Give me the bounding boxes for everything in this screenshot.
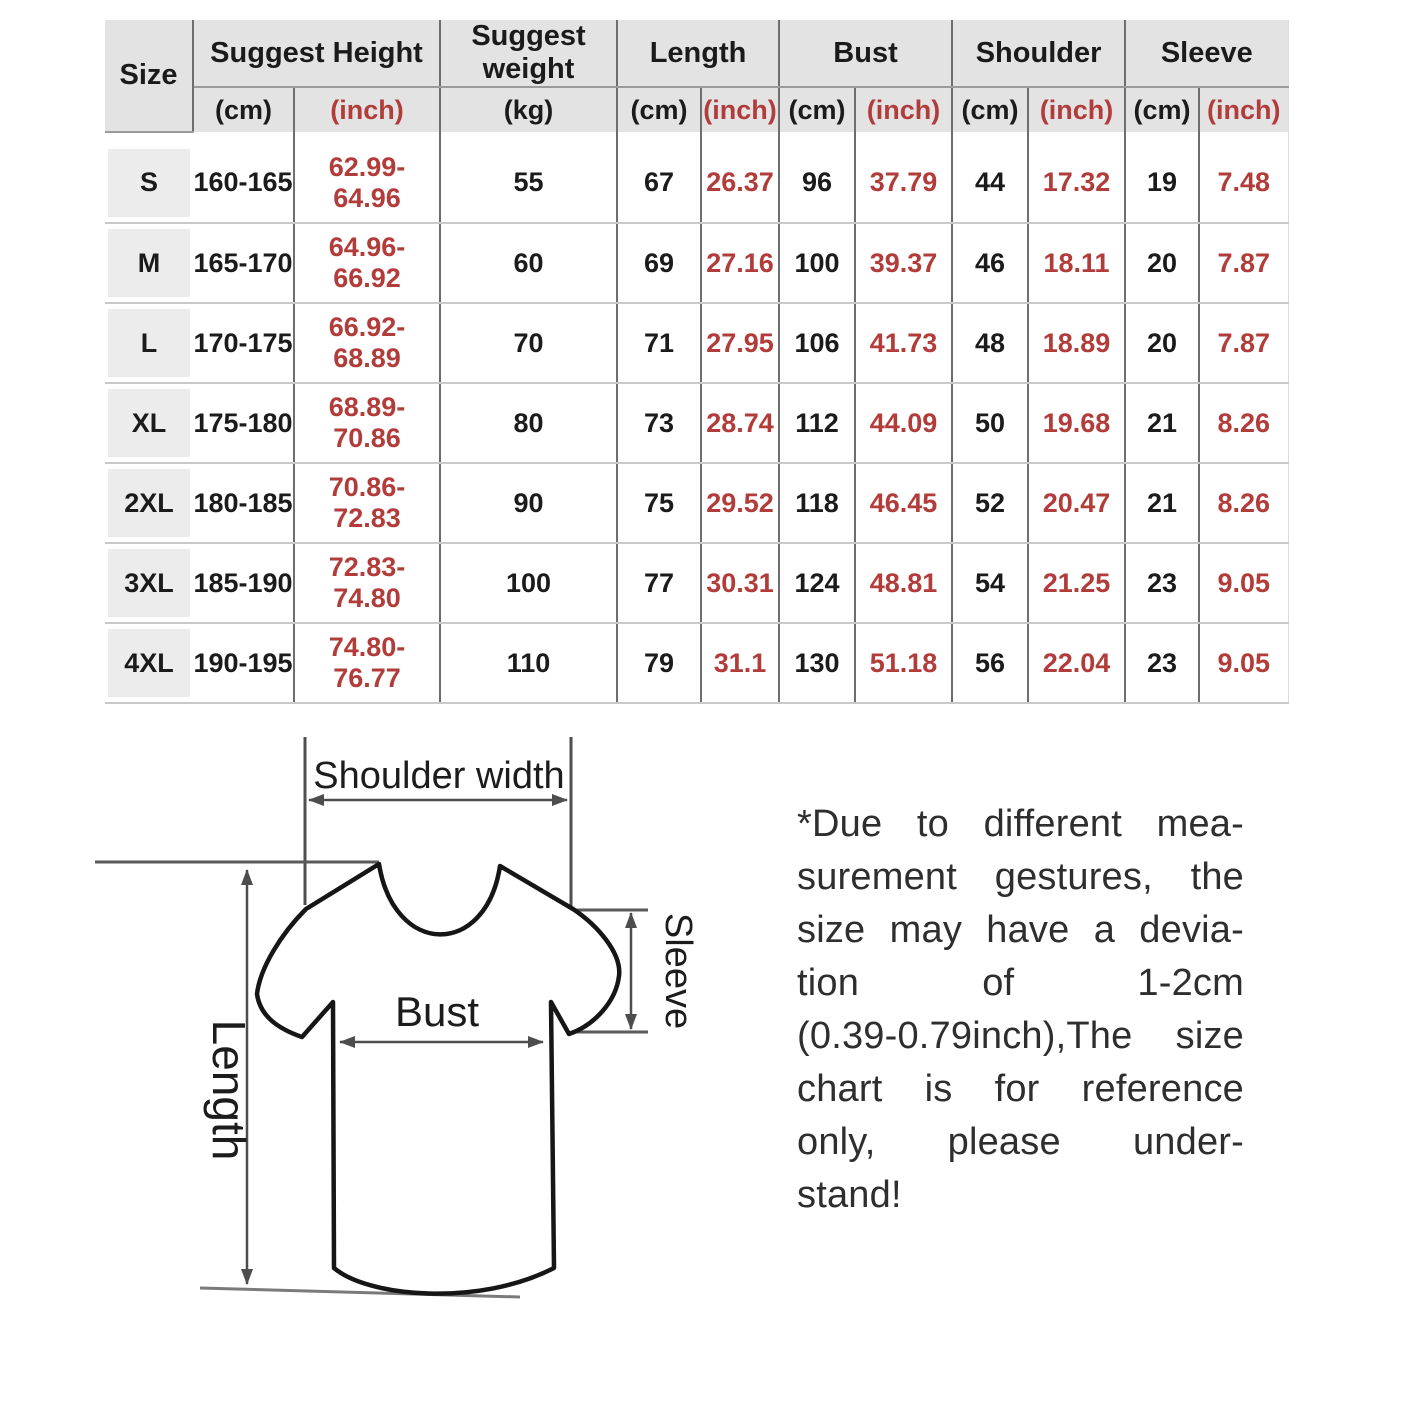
cell-bust_in: 41.73 xyxy=(855,303,952,383)
cell-height_cm: 165-170 xyxy=(193,223,294,303)
cell-sleeve_in: 8.26 xyxy=(1199,383,1288,463)
cell-weight_kg: 55 xyxy=(440,143,617,223)
cell-sleeve_cm: 21 xyxy=(1125,383,1199,463)
cell-length_cm: 79 xyxy=(617,623,701,703)
note-line: (0.39-0.79inch),The size xyxy=(797,1015,1244,1057)
cell-sleeve_cm: 23 xyxy=(1125,623,1199,703)
cell-bust_in: 51.18 xyxy=(855,623,952,703)
cell-height_in: 62.99-64.96 xyxy=(294,143,440,223)
unit-sleeve-inch: (inch) xyxy=(1199,87,1288,132)
note-line: size may have a devia- xyxy=(797,909,1244,951)
size-badge: S xyxy=(108,149,190,217)
cell-height_in: 72.83-74.80 xyxy=(294,543,440,623)
size-badge: 2XL xyxy=(108,469,190,537)
cell-shoulder_in: 18.11 xyxy=(1028,223,1125,303)
cell-length_cm: 69 xyxy=(617,223,701,303)
size-badge: 4XL xyxy=(108,629,190,697)
table-header-units xyxy=(105,87,1288,132)
cell-height_cm: 185-190 xyxy=(193,543,294,623)
note-line: chart is for reference xyxy=(797,1068,1244,1110)
cell-bust_cm: 100 xyxy=(779,223,855,303)
cell-height_cm: 190-195 xyxy=(193,623,294,703)
cell-height_in: 68.89-70.86 xyxy=(294,383,440,463)
cell-sleeve_in: 7.87 xyxy=(1199,223,1288,303)
cell-length_in: 27.95 xyxy=(701,303,779,383)
cell-bust_cm: 124 xyxy=(779,543,855,623)
cell-bust_cm: 130 xyxy=(779,623,855,703)
cell-shoulder_cm: 52 xyxy=(952,463,1028,543)
table-row xyxy=(105,623,1288,703)
col-header-suggest-height: Suggest Height xyxy=(193,20,440,87)
table-header-groups xyxy=(105,20,1288,87)
cell-size xyxy=(105,623,193,703)
table-row xyxy=(105,463,1288,543)
col-header-bust: Bust xyxy=(779,20,952,87)
gap-cell xyxy=(1199,132,1288,143)
size-badge: L xyxy=(108,309,190,377)
unit-shoulder-inch: (inch) xyxy=(1028,87,1125,132)
gap-cell xyxy=(952,132,1028,143)
gap-cell xyxy=(855,132,952,143)
cell-bust_in: 46.45 xyxy=(855,463,952,543)
cell-bust_cm: 118 xyxy=(779,463,855,543)
unit-length-cm: (cm) xyxy=(617,87,701,132)
unit-height-cm: (cm) xyxy=(193,87,294,132)
cell-length_cm: 75 xyxy=(617,463,701,543)
cell-weight_kg: 70 xyxy=(440,303,617,383)
cell-weight_kg: 110 xyxy=(440,623,617,703)
cell-height_in: 74.80-76.77 xyxy=(294,623,440,703)
cell-size xyxy=(105,383,193,463)
gap-cell xyxy=(779,132,855,143)
col-header-suggest-weight: Suggest weight xyxy=(440,20,617,87)
size-badge: M xyxy=(108,229,190,297)
sleeve-label: Sleeve xyxy=(657,912,699,1030)
gap-cell xyxy=(1125,132,1199,143)
cell-sleeve_in: 9.05 xyxy=(1199,623,1288,703)
cell-bust_cm: 96 xyxy=(779,143,855,223)
unit-length-inch: (inch) xyxy=(701,87,779,132)
measurement-note xyxy=(797,798,1244,1222)
unit-weight-kg: (kg) xyxy=(440,87,617,132)
tshirt-outline xyxy=(257,864,619,1294)
cell-bust_in: 39.37 xyxy=(855,223,952,303)
cell-weight_kg: 60 xyxy=(440,223,617,303)
table-row xyxy=(105,303,1288,383)
cell-sleeve_cm: 20 xyxy=(1125,223,1199,303)
col-header-sleeve: Sleeve xyxy=(1125,20,1288,87)
cell-sleeve_cm: 19 xyxy=(1125,143,1199,223)
cell-length_in: 31.1 xyxy=(701,623,779,703)
note-line: only, please under- xyxy=(797,1121,1244,1163)
cell-length_cm: 71 xyxy=(617,303,701,383)
cell-bust_cm: 112 xyxy=(779,383,855,463)
cell-length_cm: 77 xyxy=(617,543,701,623)
cell-sleeve_in: 7.87 xyxy=(1199,303,1288,383)
cell-length_cm: 73 xyxy=(617,383,701,463)
cell-shoulder_cm: 46 xyxy=(952,223,1028,303)
gap-cell xyxy=(440,132,617,143)
cell-shoulder_cm: 56 xyxy=(952,623,1028,703)
table-row xyxy=(105,143,1288,223)
note-line: *Due to different mea- xyxy=(797,803,1244,845)
cell-weight_kg: 90 xyxy=(440,463,617,543)
unit-bust-inch: (inch) xyxy=(855,87,952,132)
unit-bust-cm: (cm) xyxy=(779,87,855,132)
cell-length_in: 27.16 xyxy=(701,223,779,303)
tshirt-measurement-diagram xyxy=(88,712,736,1324)
cell-shoulder_in: 17.32 xyxy=(1028,143,1125,223)
cell-size xyxy=(105,543,193,623)
cell-shoulder_in: 19.68 xyxy=(1028,383,1125,463)
cell-length_in: 26.37 xyxy=(701,143,779,223)
gap-cell xyxy=(193,132,294,143)
cell-shoulder_cm: 54 xyxy=(952,543,1028,623)
cell-shoulder_cm: 44 xyxy=(952,143,1028,223)
length-label: Length xyxy=(203,1019,255,1161)
table-row xyxy=(105,223,1288,303)
cell-size xyxy=(105,223,193,303)
cell-height_in: 70.86-72.83 xyxy=(294,463,440,543)
cell-height_cm: 170-175 xyxy=(193,303,294,383)
gap-cell xyxy=(1028,132,1125,143)
note-line: tion of 1-2cm xyxy=(797,962,1244,1004)
cell-shoulder_cm: 48 xyxy=(952,303,1028,383)
size-badge: 3XL xyxy=(108,549,190,617)
cell-sleeve_cm: 23 xyxy=(1125,543,1199,623)
unit-shoulder-cm: (cm) xyxy=(952,87,1028,132)
cell-length_cm: 67 xyxy=(617,143,701,223)
col-header-size: Size xyxy=(105,20,193,132)
cell-sleeve_in: 7.48 xyxy=(1199,143,1288,223)
note-line: stand! xyxy=(797,1174,902,1216)
unit-height-inch: (inch) xyxy=(294,87,440,132)
cell-length_in: 30.31 xyxy=(701,543,779,623)
cell-weight_kg: 100 xyxy=(440,543,617,623)
cell-height_cm: 180-185 xyxy=(193,463,294,543)
cell-size xyxy=(105,303,193,383)
cell-sleeve_in: 8.26 xyxy=(1199,463,1288,543)
gap-cell xyxy=(294,132,440,143)
col-header-length: Length xyxy=(617,20,779,87)
note-line: surement gestures, the xyxy=(797,856,1244,898)
cell-length_in: 29.52 xyxy=(701,463,779,543)
cell-bust_cm: 106 xyxy=(779,303,855,383)
cell-size xyxy=(105,463,193,543)
cell-height_cm: 160-165 xyxy=(193,143,294,223)
shoulder-width-label: Shoulder width xyxy=(313,755,565,797)
cell-shoulder_in: 21.25 xyxy=(1028,543,1125,623)
table-row xyxy=(105,383,1288,463)
cell-height_in: 64.96-66.92 xyxy=(294,223,440,303)
cell-shoulder_in: 18.89 xyxy=(1028,303,1125,383)
cell-shoulder_cm: 50 xyxy=(952,383,1028,463)
cell-shoulder_in: 20.47 xyxy=(1028,463,1125,543)
size-badge: XL xyxy=(108,389,190,457)
cell-bust_in: 48.81 xyxy=(855,543,952,623)
cell-sleeve_cm: 20 xyxy=(1125,303,1199,383)
unit-sleeve-cm: (cm) xyxy=(1125,87,1199,132)
gap-cell xyxy=(105,132,193,143)
cell-length_in: 28.74 xyxy=(701,383,779,463)
table-header-gap xyxy=(105,132,1288,143)
col-header-shoulder: Shoulder xyxy=(952,20,1125,87)
cell-height_cm: 175-180 xyxy=(193,383,294,463)
bust-label: Bust xyxy=(394,988,480,1035)
cell-weight_kg: 80 xyxy=(440,383,617,463)
size-table xyxy=(105,20,1289,704)
gap-cell xyxy=(617,132,701,143)
table-row xyxy=(105,543,1288,623)
cell-sleeve_cm: 21 xyxy=(1125,463,1199,543)
cell-sleeve_in: 9.05 xyxy=(1199,543,1288,623)
cell-bust_in: 44.09 xyxy=(855,383,952,463)
cell-shoulder_in: 22.04 xyxy=(1028,623,1125,703)
cell-size xyxy=(105,143,193,223)
gap-cell xyxy=(701,132,779,143)
cell-bust_in: 37.79 xyxy=(855,143,952,223)
cell-height_in: 66.92-68.89 xyxy=(294,303,440,383)
